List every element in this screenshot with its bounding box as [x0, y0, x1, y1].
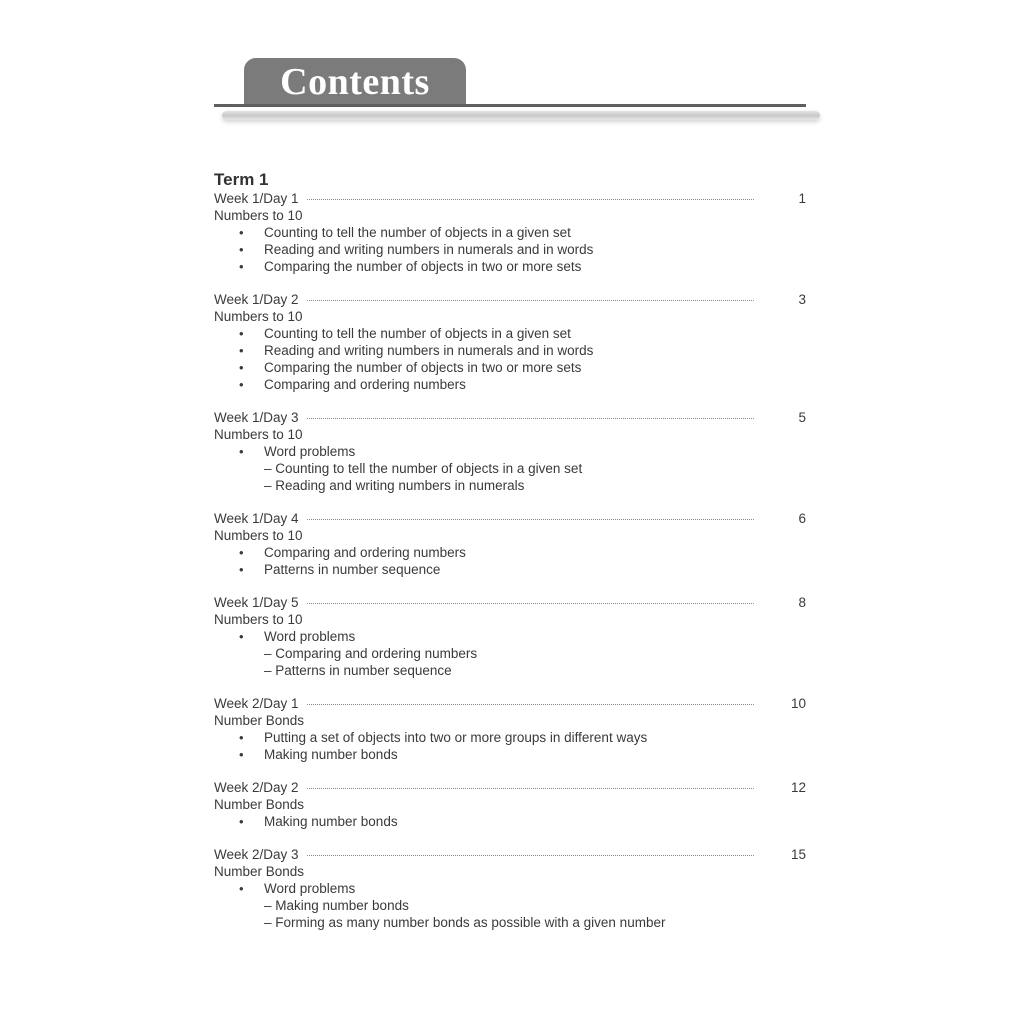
bullet-icon: • — [239, 747, 244, 762]
bullet-icon: • — [239, 730, 244, 745]
entry-subtitle: Numbers to 10 — [214, 309, 303, 324]
bullet-item — [214, 241, 806, 258]
sub-item: – Comparing and ordering numbers — [264, 646, 478, 661]
sub-item: – Making number bonds — [264, 898, 409, 913]
entry-title: Week 1/Day 3 — [214, 410, 299, 425]
header-shadow-bar — [222, 111, 820, 120]
toc-entry — [214, 779, 806, 830]
bullet-text: Comparing and ordering numbers — [264, 377, 466, 392]
dot-leader — [307, 704, 754, 705]
bullet-icon: • — [239, 881, 244, 896]
entry-page-number: 3 — [798, 292, 806, 307]
entry-title: Week 2/Day 1 — [214, 696, 299, 711]
entry-page-number: 15 — [790, 847, 806, 862]
bullet-text: Making number bonds — [264, 747, 398, 762]
bullet-text: Comparing and ordering numbers — [264, 545, 466, 560]
bullet-icon: • — [239, 225, 244, 240]
dot-leader — [307, 603, 754, 604]
bullet-item — [214, 729, 806, 746]
header-rule — [214, 104, 806, 107]
entry-title: Week 1/Day 5 — [214, 595, 299, 610]
sub-item: – Reading and writing numbers in numerals — [264, 478, 525, 493]
bullet-text: Comparing the number of objects in two or more sets — [264, 360, 582, 375]
toc-entry-heading — [214, 846, 806, 863]
bullet-text: Making number bonds — [264, 814, 398, 829]
bullet-icon: • — [239, 629, 244, 644]
bullet-icon: • — [239, 343, 244, 358]
entry-page-number: 10 — [790, 696, 806, 711]
bullet-item — [214, 628, 806, 645]
toc-entry-heading — [214, 409, 806, 426]
toc-entry-heading — [214, 594, 806, 611]
dot-leader — [307, 519, 754, 520]
bullet-item — [214, 325, 806, 342]
toc-entry-heading — [214, 190, 806, 207]
entry-title: Week 1/Day 1 — [214, 191, 299, 206]
bullet-icon: • — [239, 377, 244, 392]
bullet-text: Reading and writing numbers in numerals and in words — [264, 242, 594, 257]
toc-entry — [214, 695, 806, 763]
toc-entry — [214, 409, 806, 494]
bullet-item — [214, 443, 806, 460]
toc-entry-heading — [214, 779, 806, 796]
entry-title: Week 1/Day 2 — [214, 292, 299, 307]
entry-subtitle: Number Bonds — [214, 864, 305, 879]
bullet-icon: • — [239, 545, 244, 560]
dot-leader — [307, 199, 754, 200]
table-of-contents — [214, 170, 806, 947]
entry-page-number: 12 — [790, 780, 806, 795]
entry-title: Week 2/Day 2 — [214, 780, 299, 795]
bullet-item — [214, 544, 806, 561]
bullet-item — [214, 342, 806, 359]
bullet-item — [214, 224, 806, 241]
toc-entries — [214, 190, 806, 931]
bullet-icon: • — [239, 360, 244, 375]
bullet-item — [214, 880, 806, 897]
entry-subtitle: Number Bonds — [214, 797, 305, 812]
entry-title: Week 1/Day 4 — [214, 511, 299, 526]
sub-item: – Counting to tell the number of objects in a given set — [264, 461, 583, 476]
dot-leader — [307, 418, 754, 419]
dot-leader — [307, 300, 754, 301]
entry-subtitle: Numbers to 10 — [214, 427, 303, 442]
bullet-text: Word problems — [264, 444, 356, 459]
toc-entry — [214, 510, 806, 578]
bullet-text: Word problems — [264, 881, 356, 896]
bullet-icon: • — [239, 259, 244, 274]
bullet-text: Word problems — [264, 629, 356, 644]
toc-entry — [214, 846, 806, 931]
bullet-text: Counting to tell the number of objects in a given set — [264, 326, 571, 341]
toc-entry-heading — [214, 291, 806, 308]
entry-subtitle: Numbers to 10 — [214, 612, 303, 627]
bullet-icon: • — [239, 814, 244, 829]
toc-entry-heading — [214, 510, 806, 527]
bullet-item — [214, 813, 806, 830]
entry-page-number: 8 — [798, 595, 806, 610]
sub-item: – Forming as many number bonds as possible with a given number — [264, 915, 666, 930]
entry-subtitle: Number Bonds — [214, 713, 305, 728]
entry-title: Week 2/Day 3 — [214, 847, 299, 862]
bullet-text: Comparing the number of objects in two or more sets — [264, 259, 582, 274]
term-title: Term 1 — [214, 170, 269, 189]
sub-item: – Patterns in number sequence — [264, 663, 452, 678]
bullet-text: Patterns in number sequence — [264, 562, 441, 577]
bullet-text: Counting to tell the number of objects in a given set — [264, 225, 571, 240]
entry-page-number: 6 — [798, 511, 806, 526]
entry-page-number: 5 — [798, 410, 806, 425]
bullet-icon: • — [239, 242, 244, 257]
bullet-item — [214, 561, 806, 578]
toc-entry — [214, 190, 806, 275]
page-title: Contents — [280, 60, 430, 103]
contents-header — [214, 58, 808, 128]
entry-subtitle: Numbers to 10 — [214, 528, 303, 543]
bullet-item — [214, 376, 806, 393]
toc-entry — [214, 594, 806, 679]
toc-entry-heading — [214, 695, 806, 712]
bullet-icon: • — [239, 444, 244, 459]
entry-subtitle: Numbers to 10 — [214, 208, 303, 223]
bullet-text: Putting a set of objects into two or more groups in different ways — [264, 730, 648, 745]
dot-leader — [307, 855, 754, 856]
toc-entry — [214, 291, 806, 393]
bullet-text: Reading and writing numbers in numerals and in words — [264, 343, 594, 358]
bullet-item — [214, 359, 806, 376]
bullet-item — [214, 258, 806, 275]
bullet-item — [214, 746, 806, 763]
contents-title-tab — [244, 58, 466, 105]
bullet-icon: • — [239, 562, 244, 577]
entry-page-number: 1 — [798, 191, 806, 206]
dot-leader — [307, 788, 754, 789]
bullet-icon: • — [239, 326, 244, 341]
